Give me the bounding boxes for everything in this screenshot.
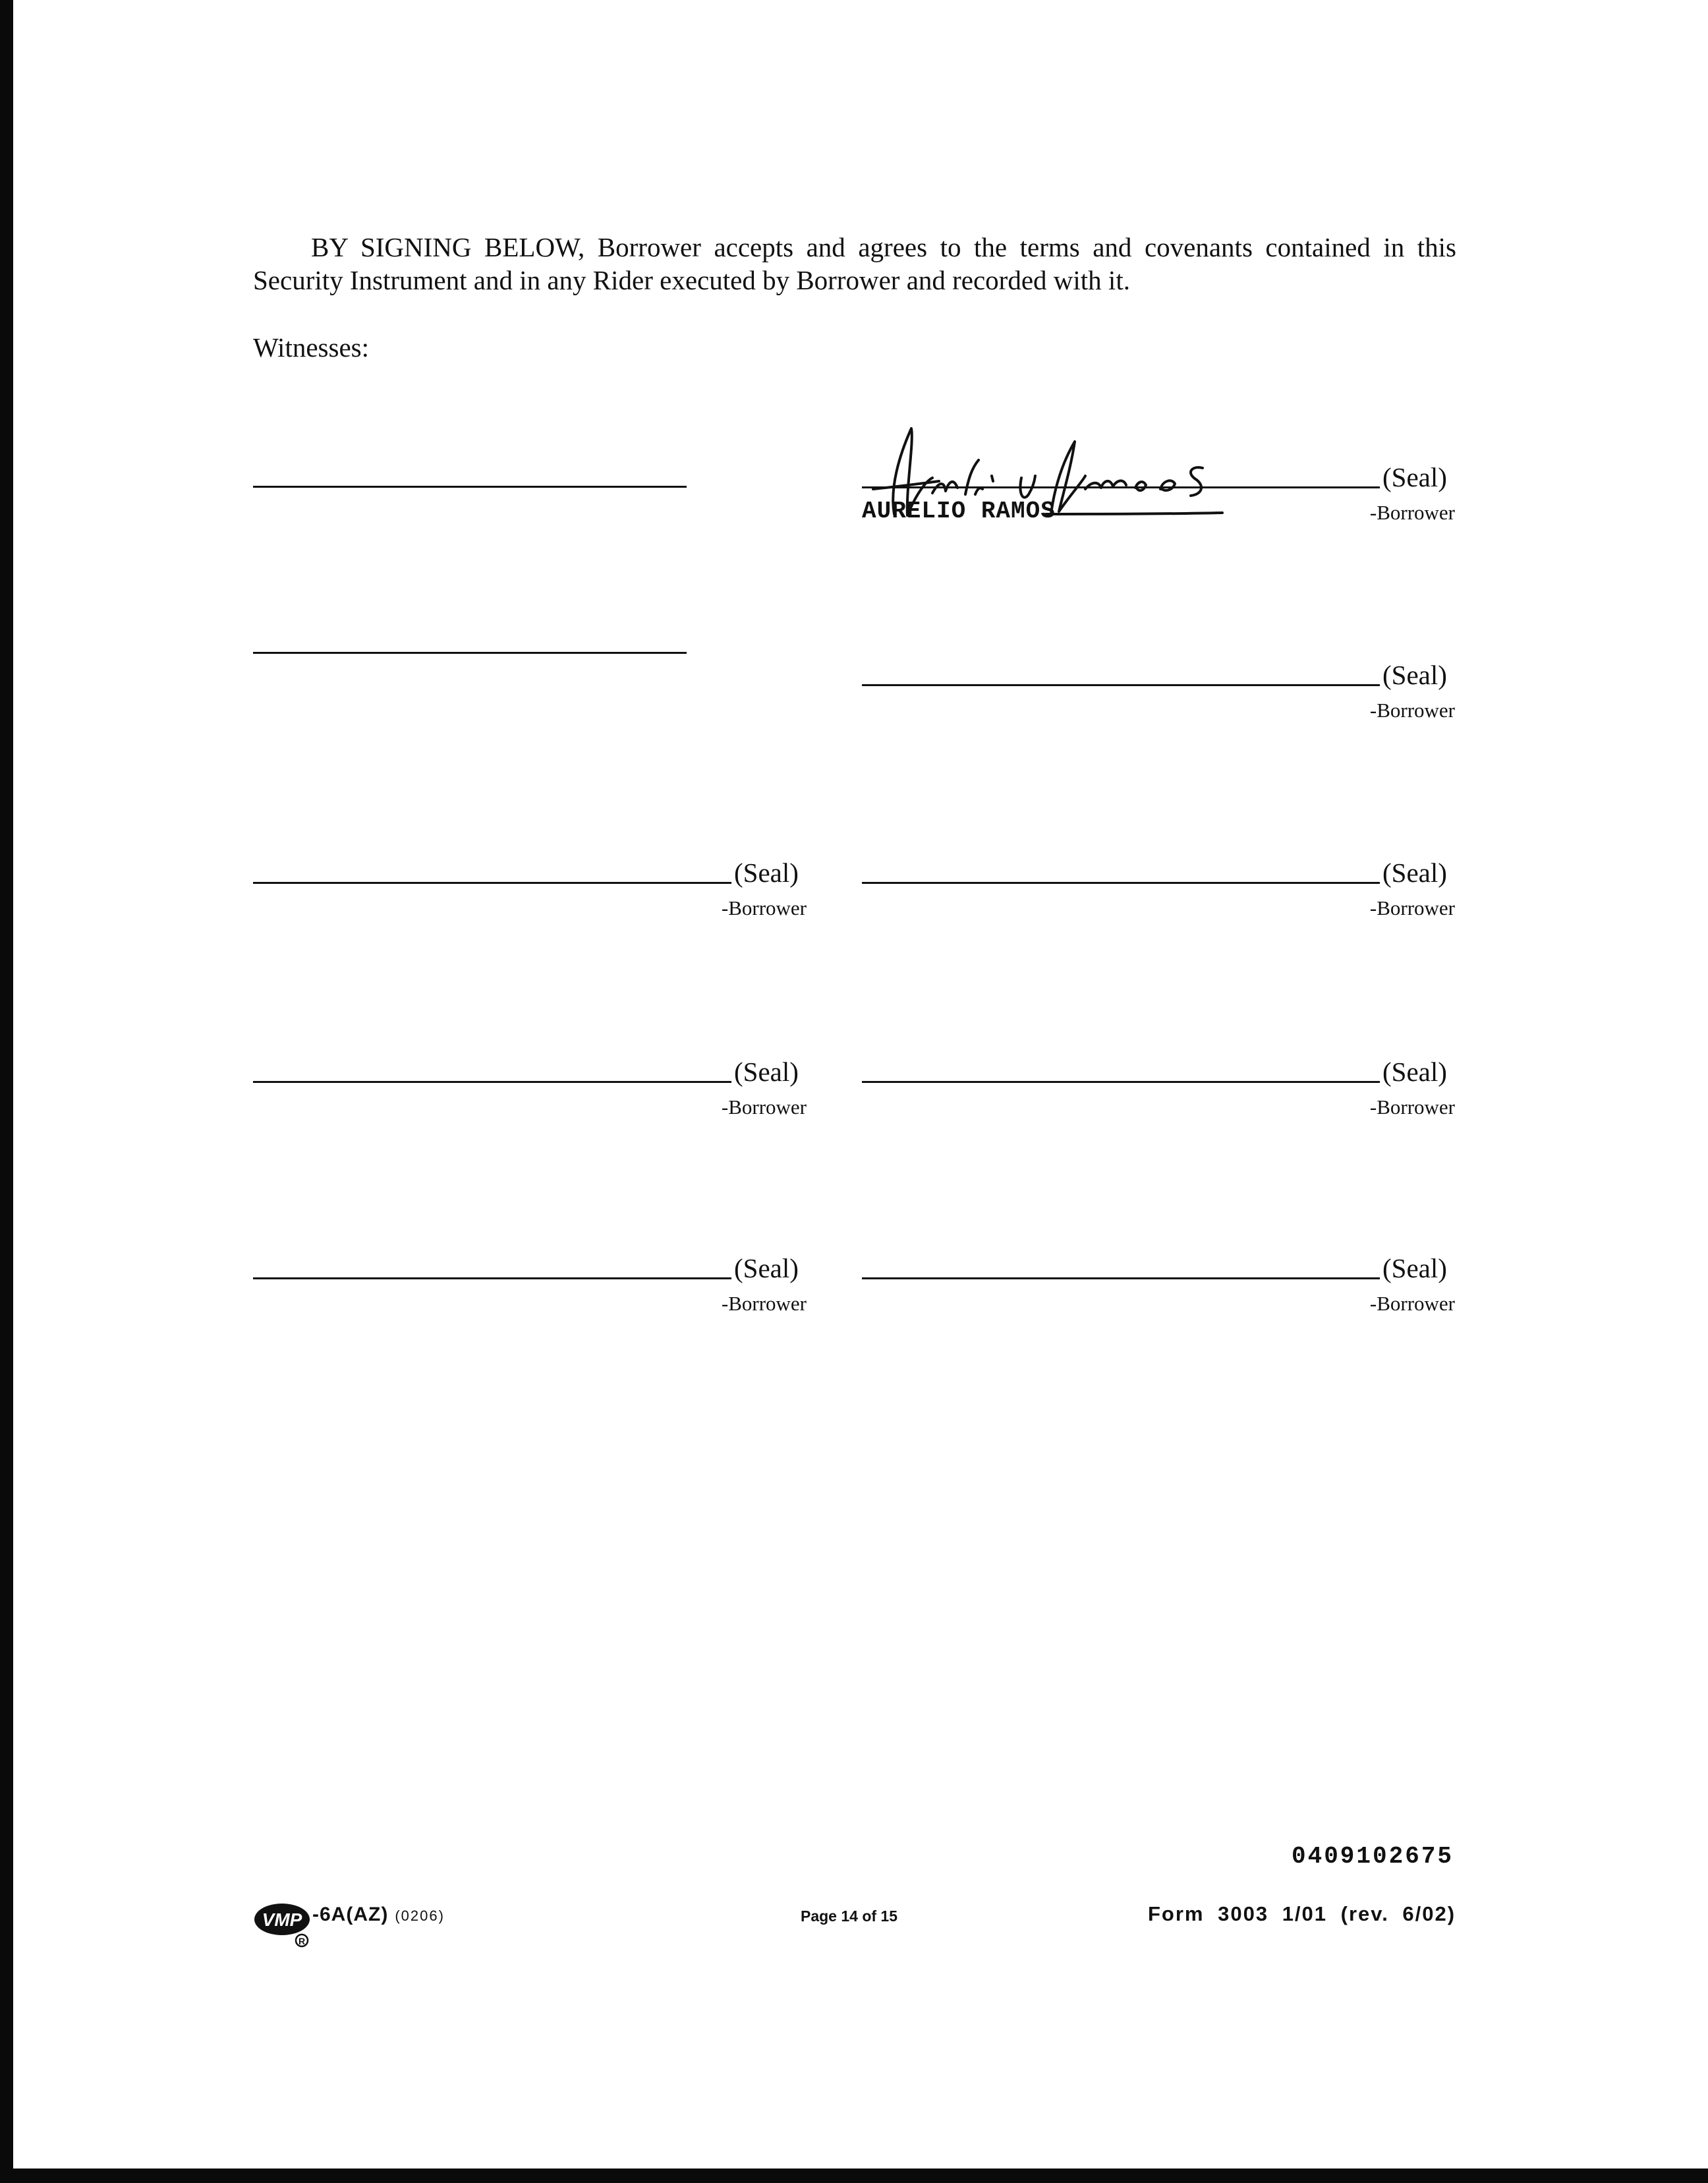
seal-label: (Seal) <box>734 1253 799 1283</box>
form-code-revision: (0206) <box>395 1907 445 1924</box>
seal-label: (Seal) <box>1382 1057 1447 1087</box>
signature-line[interactable] <box>862 882 1380 884</box>
borrower-role-label: -Borrower <box>1369 896 1455 919</box>
form-number: Form 3003 1/01 (rev. 6/02) <box>1148 1902 1456 1925</box>
form-code-main: -6A(AZ) <box>312 1904 389 1925</box>
signature-block-borrower-5 <box>253 1056 807 1122</box>
signature-block-borrower-3 <box>253 857 807 923</box>
page-number: Page 14 of 15 <box>801 1907 898 1925</box>
loan-number: 0409102675 <box>1292 1843 1454 1870</box>
scan-edge-left <box>0 0 13 2183</box>
borrower-role-label: -Borrower <box>721 1095 807 1119</box>
signature-block-borrower-6 <box>862 1056 1455 1122</box>
seal-label: (Seal) <box>1382 858 1447 888</box>
borrower-role-label: -Borrower <box>721 896 807 919</box>
seal-label: (Seal) <box>734 858 799 888</box>
signature-block-borrower-8 <box>862 1252 1455 1318</box>
seal-label: (Seal) <box>734 1057 799 1087</box>
signature-line[interactable] <box>253 1081 731 1083</box>
signature-line[interactable] <box>253 1277 731 1279</box>
signature-line[interactable] <box>253 882 731 884</box>
borrower-role-label: -Borrower <box>1369 1095 1455 1119</box>
seal-label: (Seal) <box>1382 462 1447 492</box>
form-code <box>312 1904 445 1926</box>
vmp-logo-text: VMP <box>262 1909 302 1930</box>
signing-statement <box>253 231 1456 297</box>
witness-signature-line-1[interactable] <box>253 486 687 488</box>
borrower-role-label: -Borrower <box>1369 1292 1455 1315</box>
signing-statement-text: BY SIGNING BELOW, Borrower accepts and agrees to the terms and covenants contained in this Security Instrument and in any Rider executed by Borrower and recorded with it. <box>253 232 1456 295</box>
borrower-role-label: -Borrower <box>721 1292 807 1315</box>
scan-edge-bottom <box>0 2168 1708 2183</box>
seal-label: (Seal) <box>1382 1253 1447 1283</box>
vmp-logo <box>253 1901 312 1948</box>
signature-block-borrower-7 <box>253 1252 807 1318</box>
witnesses-label: Witnesses: <box>253 332 369 363</box>
borrower-role-label: -Borrower <box>1369 699 1455 722</box>
signature-block-borrower-4 <box>862 857 1455 923</box>
signature-line[interactable] <box>862 684 1380 686</box>
witness-signature-line-2[interactable] <box>253 652 687 654</box>
borrower-role-label: -Borrower <box>1369 501 1455 524</box>
borrower-printed-name: AURELIO RAMOS <box>862 498 1056 525</box>
signature-line[interactable] <box>862 1277 1380 1279</box>
signature-block-borrower-2 <box>862 659 1455 725</box>
svg-text:R: R <box>298 1936 306 1946</box>
handwritten-signature <box>853 415 1236 534</box>
signature-line[interactable] <box>862 1081 1380 1083</box>
seal-label: (Seal) <box>1382 660 1447 690</box>
